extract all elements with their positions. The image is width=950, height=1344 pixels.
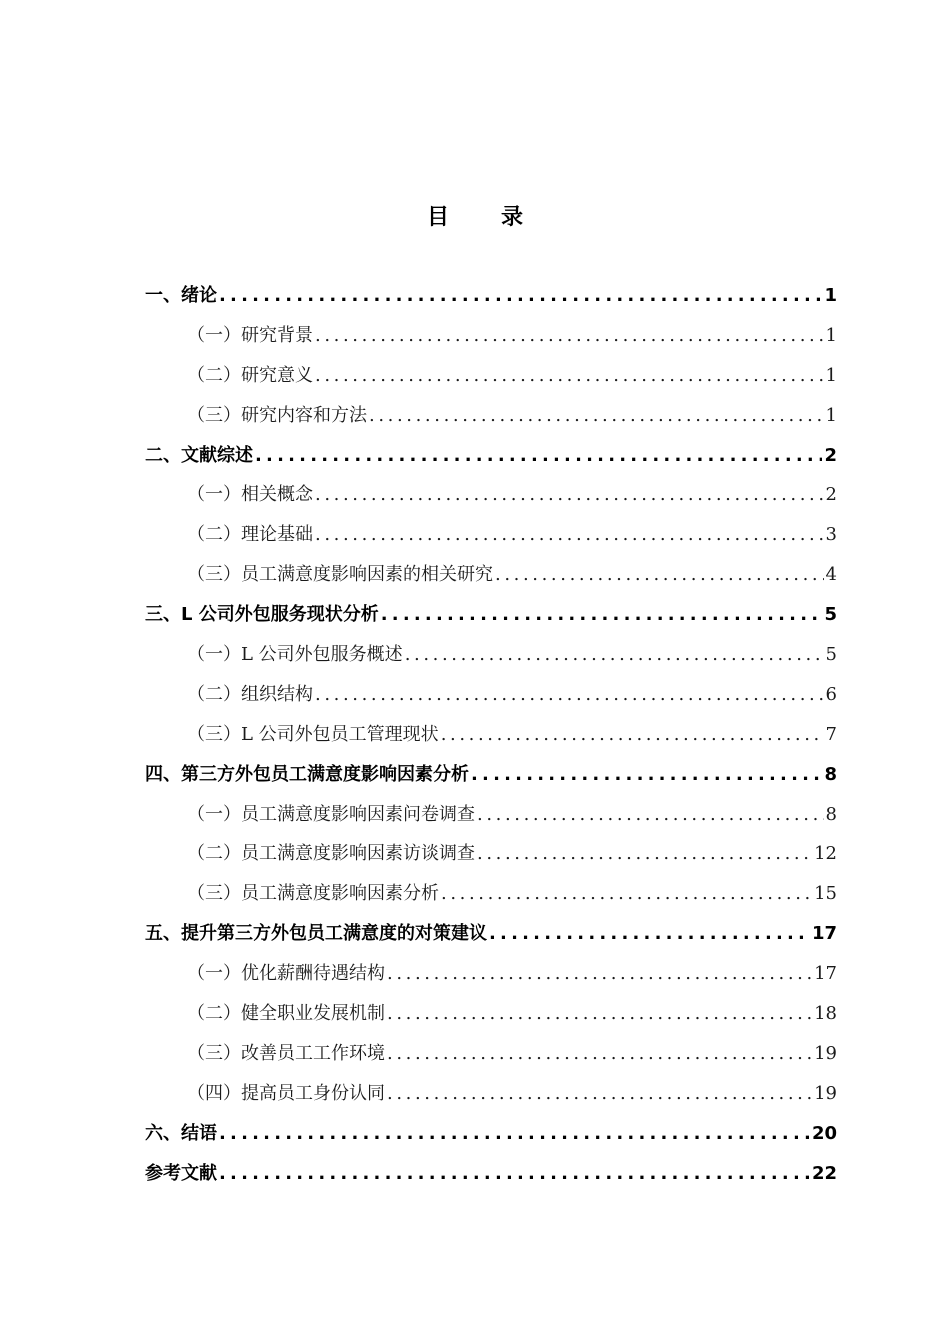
toc-dot-leader: [369, 396, 824, 436]
toc-list: [145, 276, 837, 1193]
toc-entry-title: （一）L 公司外包服务概述: [187, 644, 403, 666]
toc-chapter-entry[interactable]: [145, 914, 837, 954]
toc-page-number: 6: [825, 683, 837, 705]
toc-section-entry[interactable]: [145, 715, 837, 755]
toc-section-entry[interactable]: [145, 475, 837, 515]
toc-section-entry[interactable]: [145, 954, 837, 994]
toc-page-number: 2: [824, 444, 837, 466]
toc-dot-leader: [387, 1034, 812, 1074]
toc-section-entry[interactable]: [145, 834, 837, 874]
toc-section-entry[interactable]: [145, 316, 837, 356]
toc-page-number: 1: [824, 285, 837, 306]
toc-entry-title: （三）员工满意度影响因素分析: [187, 883, 439, 905]
toc-page-number: 5: [825, 644, 837, 666]
toc-entry-title: 一、绪论: [145, 285, 217, 306]
toc-page-number: 19: [814, 1042, 837, 1064]
toc-section-entry[interactable]: [145, 994, 837, 1034]
toc-section-entry[interactable]: [145, 675, 837, 715]
toc-dot-leader: [471, 755, 822, 795]
toc-entry-title: 六、结语: [145, 1122, 217, 1144]
toc-chapter-entry[interactable]: [145, 755, 837, 795]
toc-section-entry[interactable]: [145, 1034, 837, 1074]
toc-section-entry[interactable]: [145, 396, 837, 436]
toc-section-entry[interactable]: [145, 874, 837, 914]
toc-entry-title: （二）理论基础: [187, 524, 313, 546]
toc-entry-title: （一）研究背景: [187, 324, 313, 346]
toc-title-char-1: 目: [426, 205, 449, 230]
toc-dot-leader: [441, 874, 812, 914]
toc-dot-leader: [477, 795, 824, 835]
toc-entry-title: （四）提高员工身份认同: [187, 1082, 385, 1104]
toc-dot-leader: [489, 914, 810, 954]
toc-entry-title: （二）健全职业发展机制: [187, 1003, 385, 1025]
toc-entry-title: （二）组织结构: [187, 683, 313, 705]
toc-entry-title: （二）研究意义: [187, 364, 313, 386]
toc-page-number: 18: [814, 1003, 837, 1025]
toc-dot-leader: [315, 316, 824, 356]
toc-dot-leader: [219, 276, 822, 316]
toc-page-number: 1: [825, 324, 837, 346]
toc-entry-title: 四、第三方外包员工满意度影响因素分析: [145, 763, 469, 785]
toc-entry-title: 五、提升第三方外包员工满意度的对策建议: [145, 923, 487, 945]
toc-section-entry[interactable]: [145, 795, 837, 835]
toc-dot-leader: [441, 715, 824, 755]
toc-chapter-entry[interactable]: [145, 1114, 837, 1154]
toc-dot-leader: [255, 436, 822, 476]
toc-section-entry[interactable]: [145, 635, 837, 675]
toc-dot-leader: [219, 1114, 810, 1154]
toc-page-number: 7: [825, 723, 837, 745]
toc-dot-leader: [315, 475, 824, 515]
toc-entry-title: （一）相关概念: [187, 484, 313, 506]
toc-dot-leader: [315, 675, 824, 715]
toc-dot-leader: [387, 994, 812, 1034]
toc-page-number: 19: [814, 1082, 837, 1104]
toc-page-number: 5: [824, 604, 837, 626]
toc-chapter-entry[interactable]: [145, 436, 837, 476]
toc-page-number: 8: [824, 763, 837, 785]
toc-page-number: 2: [825, 484, 837, 506]
toc-entry-title: （三）L 公司外包员工管理现状: [187, 723, 439, 745]
toc-page-number: 12: [814, 843, 837, 865]
toc-chapter-entry[interactable]: [145, 1154, 837, 1194]
toc-page-number: 8: [825, 803, 837, 825]
toc-page-number: 17: [814, 963, 837, 985]
toc-entry-title: （三）改善员工工作环境: [187, 1042, 385, 1064]
toc-dot-leader: [387, 954, 812, 994]
toc-page-number: 17: [811, 923, 837, 945]
toc-dot-leader: [495, 555, 824, 595]
toc-chapter-entry[interactable]: [145, 276, 837, 316]
toc-entry-title: （三）员工满意度影响因素的相关研究: [187, 564, 493, 586]
toc-entry-title: 三、L 公司外包服务现状分析: [145, 604, 379, 626]
toc-entry-title: （二）员工满意度影响因素访谈调查: [187, 843, 475, 865]
toc-dot-leader: [315, 515, 824, 555]
toc-page-number: 4: [825, 564, 837, 586]
toc-dot-leader: [381, 595, 823, 635]
toc-page-number: 1: [825, 404, 837, 426]
toc-entry-title: （一）优化薪酬待遇结构: [187, 963, 385, 985]
toc-section-entry[interactable]: [145, 515, 837, 555]
toc-dot-leader: [387, 1074, 812, 1114]
toc-page-number: 15: [814, 883, 837, 905]
toc-entry-title: 二、文献综述: [145, 444, 253, 466]
toc-page-number: 22: [811, 1162, 837, 1184]
toc-section-entry[interactable]: [145, 356, 837, 396]
toc-entry-title: （一）员工满意度影响因素问卷调查: [187, 803, 475, 825]
toc-page-number: 1: [825, 364, 837, 386]
toc-dot-leader: [405, 635, 824, 675]
toc-dot-leader: [477, 834, 812, 874]
toc-entry-title: （三）研究内容和方法: [187, 404, 367, 426]
toc-section-entry[interactable]: [145, 555, 837, 595]
toc-entry-title: 参考文献: [145, 1162, 217, 1184]
toc-chapter-entry[interactable]: [145, 595, 837, 635]
toc-page-number: 3: [825, 524, 837, 546]
toc-page-number: 20: [811, 1122, 837, 1144]
toc-title-char-2: 录: [501, 205, 524, 230]
toc-title: [0, 200, 950, 236]
toc-dot-leader: [315, 356, 824, 396]
toc-dot-leader: [219, 1154, 810, 1194]
toc-section-entry[interactable]: [145, 1074, 837, 1114]
